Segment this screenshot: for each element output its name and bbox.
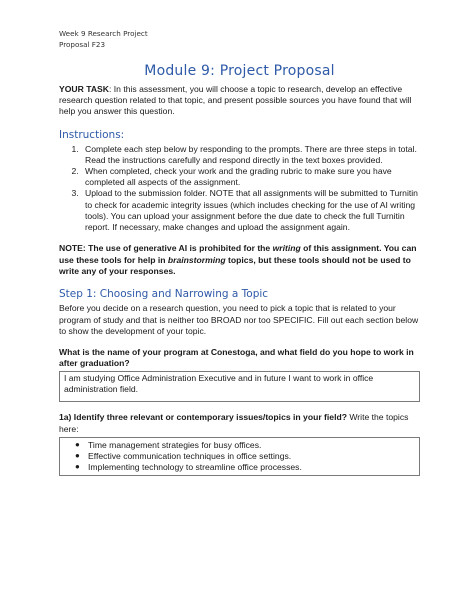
ai-note: NOTE: The use of generative AI is prohibited for the writing of this assignment. You can use these tools for help in brainstorming topics, but these tools should not be used to write any of your responses. — [59, 243, 417, 277]
bullet-icon: ● — [75, 440, 80, 450]
instructions-heading: Instructions: — [59, 128, 125, 141]
task-label: YOUR TASK — [59, 84, 109, 94]
answer-box-1[interactable] — [59, 371, 420, 402]
answer-1-text: I am studying Office Administration Executive and in future I want to work in office administration field. — [64, 372, 374, 395]
page-header — [59, 29, 420, 50]
instructions-list — [59, 144, 420, 234]
step1-paragraph: Before you decide on a research question, you need to pick a topic that is related to your program of study and that is neither too BROAD nor too SPECIFIC. Fill out each section below to show the development of your topic. — [59, 303, 419, 336]
question-1: What is the name of your program at Conestoga, and what field do you hope to work in after graduation? — [59, 347, 414, 369]
answer-box-1a[interactable] — [59, 437, 420, 476]
question-1a: 1a) Identify three relevant or contemporary issues/topics in your field? Write the topics here: — [59, 412, 409, 434]
bullet-icon: ● — [75, 461, 80, 471]
instruction-item: 2. When completed, check your work and the grading rubric to make sure you have completed all aspects of the assignment. — [81, 166, 420, 188]
document-title: Module 9: Project Proposal — [144, 63, 335, 79]
instruction-item: 1. Complete each step below by responding to the prompts. There are three steps in total. Read the instructions carefully and respond directly in the text boxes provided. — [81, 144, 420, 166]
header-line-1: Week 9 Research Project — [59, 29, 148, 38]
list-item: ● Implementing technology to streamline office processes. — [75, 461, 302, 472]
task-paragraph — [59, 84, 420, 118]
task-text: : In this assessment, you will choose a topic to research, develop an effective research question related to that topic, and present possible sources you have found that will help you answer this question. — [59, 84, 412, 117]
step1-heading: Step 1: Choosing and Narrowing a Topic — [59, 288, 269, 301]
instruction-item: 3. Upload to the submission folder. NOTE that all assignments will be submitted to Turnitin to check for academic integrity issues (which includes checking for the use of AI writing tools). You can upload your assignment before the due date to check the full Turnitin report. If necessary, make changes and upload the assignment again. — [81, 188, 420, 233]
list-item: ● Effective communication techniques in office settings. — [75, 450, 292, 461]
bullet-icon: ● — [75, 450, 80, 460]
list-item: ● Time management strategies for busy offices. — [75, 440, 262, 451]
topics-list — [64, 440, 415, 472]
header-line-2: Proposal F23 — [59, 39, 106, 49]
